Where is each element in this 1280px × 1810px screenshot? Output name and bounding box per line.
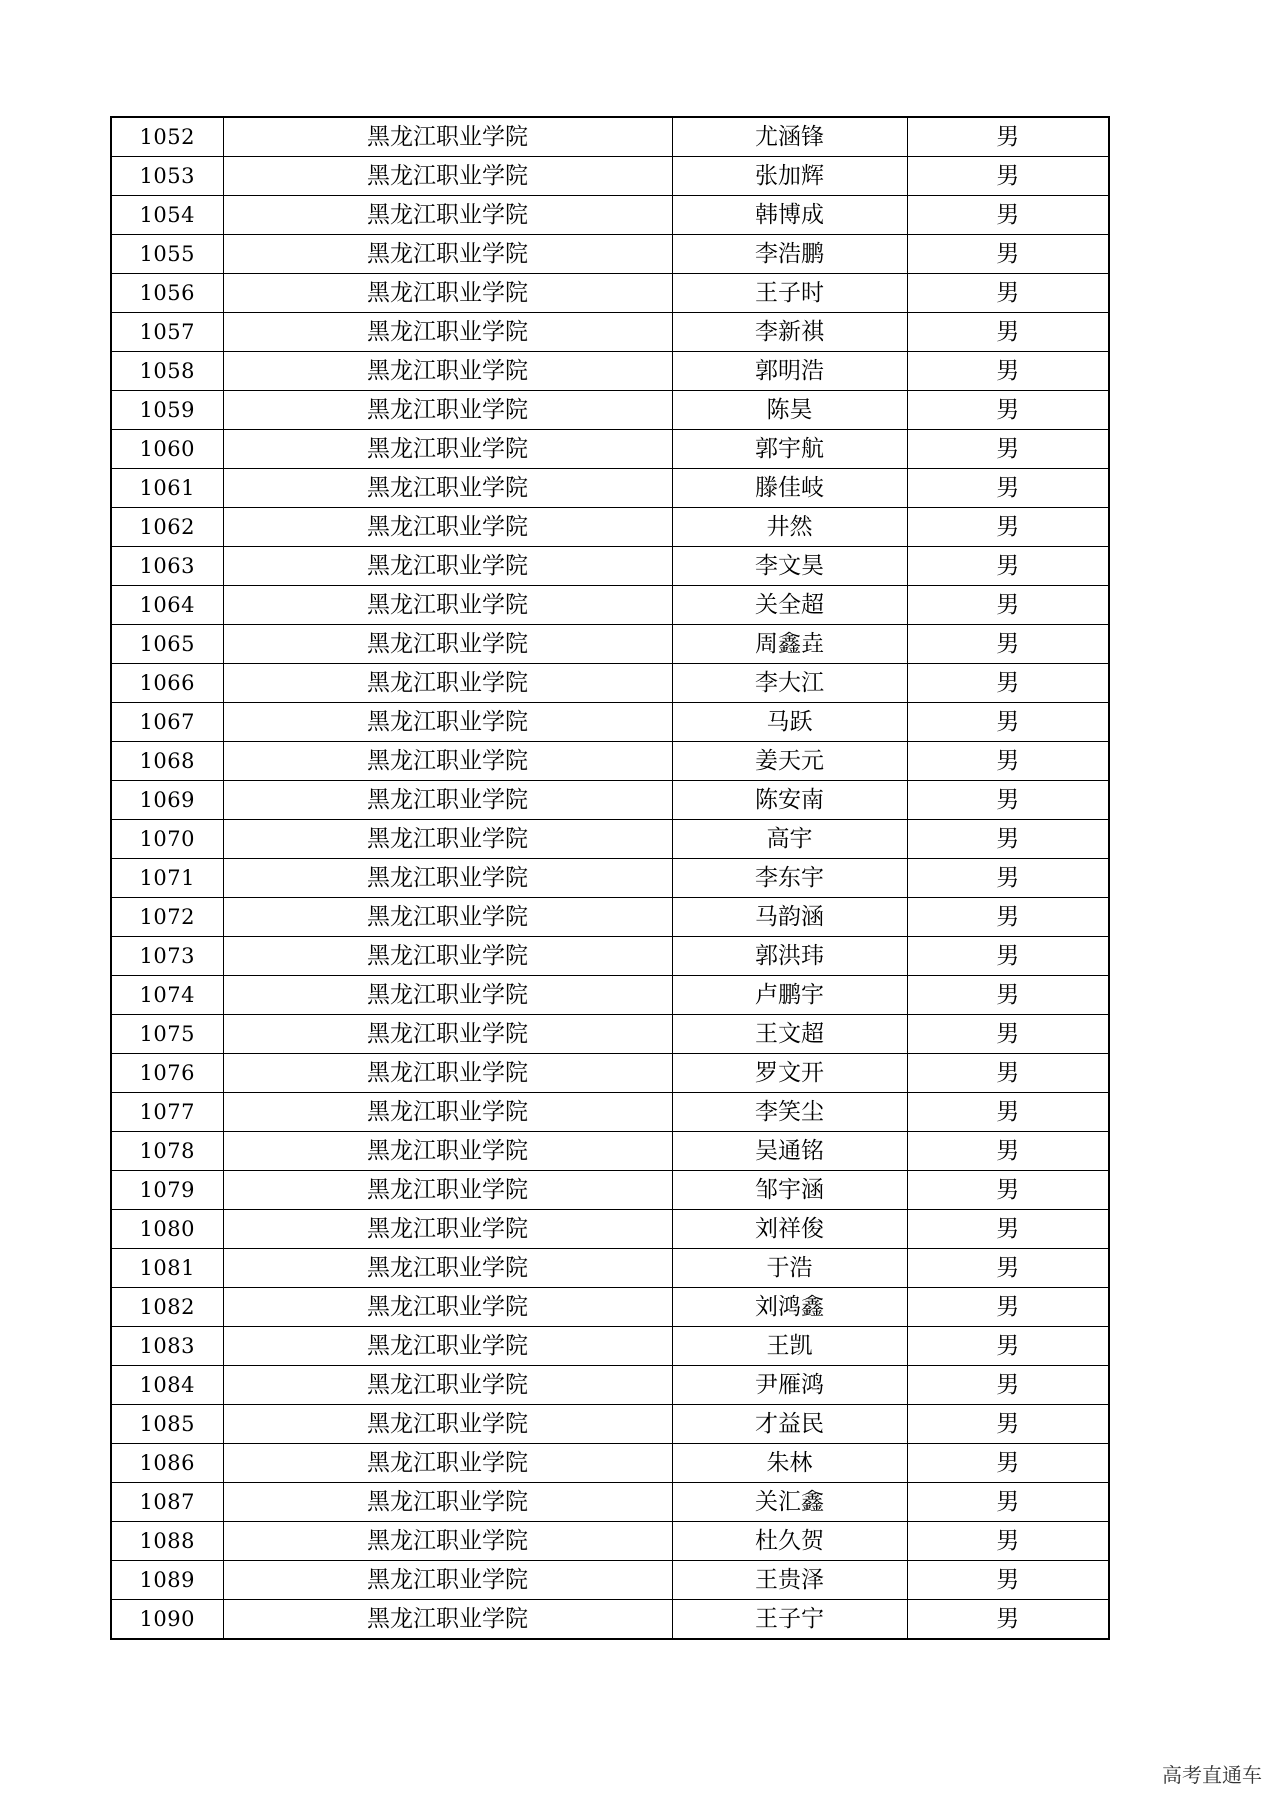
gender-cell: 男 bbox=[907, 235, 1109, 274]
gender-cell: 男 bbox=[907, 703, 1109, 742]
table-row bbox=[111, 1366, 1109, 1405]
student-name-cell: 王子宁 bbox=[672, 1600, 907, 1640]
school-cell: 黑龙江职业学院 bbox=[223, 352, 672, 391]
gender-cell: 男 bbox=[907, 1366, 1109, 1405]
table-row bbox=[111, 898, 1109, 937]
student-name-cell: 郭明浩 bbox=[672, 352, 907, 391]
school-cell: 黑龙江职业学院 bbox=[223, 664, 672, 703]
watermark-text: 高考直通车 bbox=[1162, 1763, 1262, 1787]
table-row bbox=[111, 625, 1109, 664]
gender-cell: 男 bbox=[907, 117, 1109, 157]
row-number-cell: 1083 bbox=[111, 1327, 223, 1366]
school-cell: 黑龙江职业学院 bbox=[223, 1093, 672, 1132]
student-name-cell: 李浩鹏 bbox=[672, 235, 907, 274]
student-name-cell: 杜久贺 bbox=[672, 1522, 907, 1561]
gender-cell: 男 bbox=[907, 898, 1109, 937]
gender-cell: 男 bbox=[907, 508, 1109, 547]
row-number-cell: 1066 bbox=[111, 664, 223, 703]
student-name-cell: 才益民 bbox=[672, 1405, 907, 1444]
student-name-cell: 关全超 bbox=[672, 586, 907, 625]
student-name-cell: 吴通铭 bbox=[672, 1132, 907, 1171]
gender-cell: 男 bbox=[907, 1171, 1109, 1210]
row-number-cell: 1085 bbox=[111, 1405, 223, 1444]
school-cell: 黑龙江职业学院 bbox=[223, 313, 672, 352]
gender-cell: 男 bbox=[907, 1561, 1109, 1600]
table-row bbox=[111, 1600, 1109, 1640]
student-name-cell: 李东宇 bbox=[672, 859, 907, 898]
school-cell: 黑龙江职业学院 bbox=[223, 859, 672, 898]
school-cell: 黑龙江职业学院 bbox=[223, 703, 672, 742]
gender-cell: 男 bbox=[907, 1015, 1109, 1054]
gender-cell: 男 bbox=[907, 157, 1109, 196]
row-number-cell: 1087 bbox=[111, 1483, 223, 1522]
school-cell: 黑龙江职业学院 bbox=[223, 469, 672, 508]
row-number-cell: 1054 bbox=[111, 196, 223, 235]
school-cell: 黑龙江职业学院 bbox=[223, 1483, 672, 1522]
school-cell: 黑龙江职业学院 bbox=[223, 742, 672, 781]
row-number-cell: 1074 bbox=[111, 976, 223, 1015]
roster-table-body bbox=[111, 117, 1109, 1639]
school-cell: 黑龙江职业学院 bbox=[223, 976, 672, 1015]
student-name-cell: 王贵泽 bbox=[672, 1561, 907, 1600]
table-row bbox=[111, 1483, 1109, 1522]
gender-cell: 男 bbox=[907, 547, 1109, 586]
row-number-cell: 1064 bbox=[111, 586, 223, 625]
row-number-cell: 1088 bbox=[111, 1522, 223, 1561]
gender-cell: 男 bbox=[907, 586, 1109, 625]
student-name-cell: 卢鹏宇 bbox=[672, 976, 907, 1015]
row-number-cell: 1078 bbox=[111, 1132, 223, 1171]
gender-cell: 男 bbox=[907, 274, 1109, 313]
gender-cell: 男 bbox=[907, 664, 1109, 703]
school-cell: 黑龙江职业学院 bbox=[223, 898, 672, 937]
gender-cell: 男 bbox=[907, 1210, 1109, 1249]
table-row bbox=[111, 1288, 1109, 1327]
gender-cell: 男 bbox=[907, 859, 1109, 898]
table-row bbox=[111, 313, 1109, 352]
row-number-cell: 1081 bbox=[111, 1249, 223, 1288]
row-number-cell: 1062 bbox=[111, 508, 223, 547]
row-number-cell: 1067 bbox=[111, 703, 223, 742]
student-name-cell: 李文昊 bbox=[672, 547, 907, 586]
row-number-cell: 1079 bbox=[111, 1171, 223, 1210]
gender-cell: 男 bbox=[907, 742, 1109, 781]
student-name-cell: 郭宇航 bbox=[672, 430, 907, 469]
student-name-cell: 郭洪玮 bbox=[672, 937, 907, 976]
row-number-cell: 1063 bbox=[111, 547, 223, 586]
student-name-cell: 罗文开 bbox=[672, 1054, 907, 1093]
row-number-cell: 1057 bbox=[111, 313, 223, 352]
school-cell: 黑龙江职业学院 bbox=[223, 508, 672, 547]
school-cell: 黑龙江职业学院 bbox=[223, 1015, 672, 1054]
table-row bbox=[111, 937, 1109, 976]
row-number-cell: 1070 bbox=[111, 820, 223, 859]
school-cell: 黑龙江职业学院 bbox=[223, 781, 672, 820]
row-number-cell: 1060 bbox=[111, 430, 223, 469]
row-number-cell: 1082 bbox=[111, 1288, 223, 1327]
school-cell: 黑龙江职业学院 bbox=[223, 274, 672, 313]
table-row bbox=[111, 664, 1109, 703]
gender-cell: 男 bbox=[907, 196, 1109, 235]
table-row bbox=[111, 235, 1109, 274]
row-number-cell: 1071 bbox=[111, 859, 223, 898]
student-name-cell: 王子时 bbox=[672, 274, 907, 313]
school-cell: 黑龙江职业学院 bbox=[223, 1288, 672, 1327]
roster-table bbox=[110, 116, 1110, 1640]
table-row bbox=[111, 1015, 1109, 1054]
student-name-cell: 张加辉 bbox=[672, 157, 907, 196]
gender-cell: 男 bbox=[907, 937, 1109, 976]
gender-cell: 男 bbox=[907, 352, 1109, 391]
table-row bbox=[111, 1522, 1109, 1561]
school-cell: 黑龙江职业学院 bbox=[223, 1249, 672, 1288]
gender-cell: 男 bbox=[907, 1327, 1109, 1366]
table-row bbox=[111, 1054, 1109, 1093]
school-cell: 黑龙江职业学院 bbox=[223, 586, 672, 625]
school-cell: 黑龙江职业学院 bbox=[223, 1405, 672, 1444]
row-number-cell: 1065 bbox=[111, 625, 223, 664]
table-row bbox=[111, 703, 1109, 742]
student-name-cell: 于浩 bbox=[672, 1249, 907, 1288]
table-row bbox=[111, 547, 1109, 586]
table-row bbox=[111, 859, 1109, 898]
table-row bbox=[111, 430, 1109, 469]
school-cell: 黑龙江职业学院 bbox=[223, 1171, 672, 1210]
school-cell: 黑龙江职业学院 bbox=[223, 1561, 672, 1600]
school-cell: 黑龙江职业学院 bbox=[223, 1054, 672, 1093]
table-row bbox=[111, 820, 1109, 859]
school-cell: 黑龙江职业学院 bbox=[223, 937, 672, 976]
row-number-cell: 1058 bbox=[111, 352, 223, 391]
school-cell: 黑龙江职业学院 bbox=[223, 625, 672, 664]
student-name-cell: 李新祺 bbox=[672, 313, 907, 352]
school-cell: 黑龙江职业学院 bbox=[223, 1132, 672, 1171]
table-row bbox=[111, 586, 1109, 625]
table-row bbox=[111, 391, 1109, 430]
gender-cell: 男 bbox=[907, 781, 1109, 820]
table-row bbox=[111, 1327, 1109, 1366]
school-cell: 黑龙江职业学院 bbox=[223, 547, 672, 586]
row-number-cell: 1068 bbox=[111, 742, 223, 781]
student-name-cell: 马韵涵 bbox=[672, 898, 907, 937]
table-row bbox=[111, 1444, 1109, 1483]
school-cell: 黑龙江职业学院 bbox=[223, 1366, 672, 1405]
row-number-cell: 1075 bbox=[111, 1015, 223, 1054]
school-cell: 黑龙江职业学院 bbox=[223, 196, 672, 235]
student-name-cell: 韩博成 bbox=[672, 196, 907, 235]
gender-cell: 男 bbox=[907, 1288, 1109, 1327]
table-row bbox=[111, 117, 1109, 157]
school-cell: 黑龙江职业学院 bbox=[223, 117, 672, 157]
row-number-cell: 1084 bbox=[111, 1366, 223, 1405]
school-cell: 黑龙江职业学院 bbox=[223, 1444, 672, 1483]
student-name-cell: 陈安南 bbox=[672, 781, 907, 820]
row-number-cell: 1090 bbox=[111, 1600, 223, 1640]
student-name-cell: 李笑尘 bbox=[672, 1093, 907, 1132]
school-cell: 黑龙江职业学院 bbox=[223, 820, 672, 859]
table-row bbox=[111, 1405, 1109, 1444]
gender-cell: 男 bbox=[907, 391, 1109, 430]
table-row bbox=[111, 157, 1109, 196]
school-cell: 黑龙江职业学院 bbox=[223, 235, 672, 274]
row-number-cell: 1056 bbox=[111, 274, 223, 313]
gender-cell: 男 bbox=[907, 313, 1109, 352]
student-name-cell: 马跃 bbox=[672, 703, 907, 742]
row-number-cell: 1059 bbox=[111, 391, 223, 430]
table-row bbox=[111, 781, 1109, 820]
student-name-cell: 关汇鑫 bbox=[672, 1483, 907, 1522]
school-cell: 黑龙江职业学院 bbox=[223, 1327, 672, 1366]
school-cell: 黑龙江职业学院 bbox=[223, 430, 672, 469]
gender-cell: 男 bbox=[907, 820, 1109, 859]
gender-cell: 男 bbox=[907, 976, 1109, 1015]
row-number-cell: 1072 bbox=[111, 898, 223, 937]
table-row bbox=[111, 196, 1109, 235]
student-name-cell: 王凯 bbox=[672, 1327, 907, 1366]
gender-cell: 男 bbox=[907, 1483, 1109, 1522]
table-row bbox=[111, 1132, 1109, 1171]
gender-cell: 男 bbox=[907, 1054, 1109, 1093]
row-number-cell: 1061 bbox=[111, 469, 223, 508]
student-name-cell: 周鑫垚 bbox=[672, 625, 907, 664]
school-cell: 黑龙江职业学院 bbox=[223, 1522, 672, 1561]
student-name-cell: 刘祥俊 bbox=[672, 1210, 907, 1249]
table-row bbox=[111, 352, 1109, 391]
student-name-cell: 滕佳岐 bbox=[672, 469, 907, 508]
student-name-cell: 陈昊 bbox=[672, 391, 907, 430]
table-row bbox=[111, 1171, 1109, 1210]
table-row bbox=[111, 1561, 1109, 1600]
student-name-cell: 朱林 bbox=[672, 1444, 907, 1483]
table-row bbox=[111, 508, 1109, 547]
gender-cell: 男 bbox=[907, 625, 1109, 664]
gender-cell: 男 bbox=[907, 1093, 1109, 1132]
row-number-cell: 1089 bbox=[111, 1561, 223, 1600]
row-number-cell: 1077 bbox=[111, 1093, 223, 1132]
student-name-cell: 井然 bbox=[672, 508, 907, 547]
student-name-cell: 尹雁鸿 bbox=[672, 1366, 907, 1405]
table-row bbox=[111, 274, 1109, 313]
table-row bbox=[111, 976, 1109, 1015]
school-cell: 黑龙江职业学院 bbox=[223, 157, 672, 196]
row-number-cell: 1069 bbox=[111, 781, 223, 820]
table-row bbox=[111, 1093, 1109, 1132]
student-name-cell: 姜天元 bbox=[672, 742, 907, 781]
gender-cell: 男 bbox=[907, 1132, 1109, 1171]
row-number-cell: 1080 bbox=[111, 1210, 223, 1249]
gender-cell: 男 bbox=[907, 1522, 1109, 1561]
school-cell: 黑龙江职业学院 bbox=[223, 391, 672, 430]
table-row bbox=[111, 742, 1109, 781]
student-name-cell: 刘鸿鑫 bbox=[672, 1288, 907, 1327]
table-row bbox=[111, 1210, 1109, 1249]
gender-cell: 男 bbox=[907, 1405, 1109, 1444]
row-number-cell: 1073 bbox=[111, 937, 223, 976]
table-row bbox=[111, 469, 1109, 508]
student-name-cell: 邹宇涵 bbox=[672, 1171, 907, 1210]
gender-cell: 男 bbox=[907, 430, 1109, 469]
gender-cell: 男 bbox=[907, 1600, 1109, 1640]
row-number-cell: 1055 bbox=[111, 235, 223, 274]
student-name-cell: 尤涵锋 bbox=[672, 117, 907, 157]
row-number-cell: 1086 bbox=[111, 1444, 223, 1483]
student-name-cell: 高宇 bbox=[672, 820, 907, 859]
school-cell: 黑龙江职业学院 bbox=[223, 1210, 672, 1249]
student-name-cell: 李大江 bbox=[672, 664, 907, 703]
row-number-cell: 1052 bbox=[111, 117, 223, 157]
gender-cell: 男 bbox=[907, 1444, 1109, 1483]
row-number-cell: 1053 bbox=[111, 157, 223, 196]
row-number-cell: 1076 bbox=[111, 1054, 223, 1093]
student-name-cell: 王文超 bbox=[672, 1015, 907, 1054]
gender-cell: 男 bbox=[907, 469, 1109, 508]
table-row bbox=[111, 1249, 1109, 1288]
school-cell: 黑龙江职业学院 bbox=[223, 1600, 672, 1640]
gender-cell: 男 bbox=[907, 1249, 1109, 1288]
